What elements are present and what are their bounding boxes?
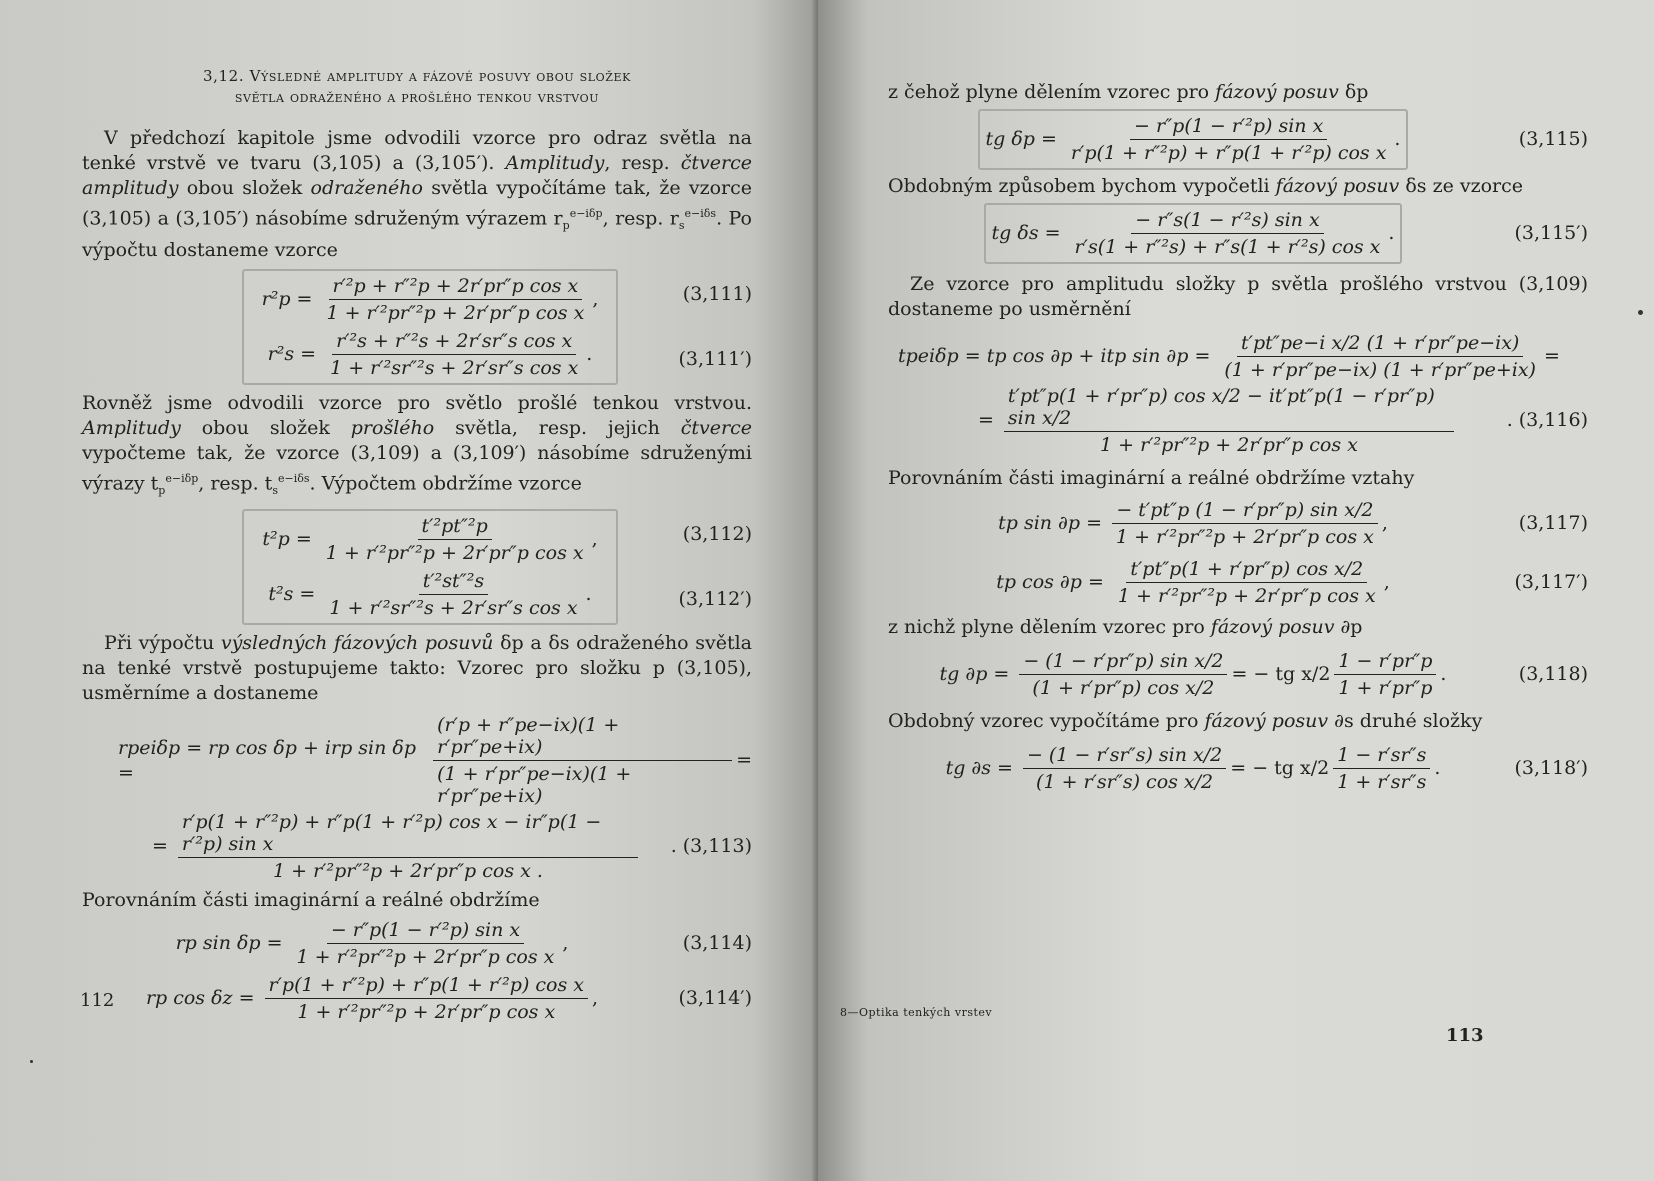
equation <box>82 714 752 807</box>
equation-group <box>82 263 752 391</box>
numerator: − (1 − r′sr″s) sin x/2 <box>1023 744 1226 769</box>
text: . Výpočtem obdržíme vzorce <box>309 472 582 495</box>
equation-number: (3,114) <box>682 932 752 955</box>
denominator: 1 + r′²pr″²p + 2r′pr″p cos x <box>296 946 555 969</box>
paragraph <box>888 174 1588 199</box>
equation-lhs: rpeiδp = rp cos δp + irp sin δp = <box>118 736 416 784</box>
text: ∂s druhé složky <box>1328 710 1483 732</box>
punct: , <box>592 987 599 1010</box>
text: z nichž plyne dělením vzorec pro <box>888 616 1211 638</box>
equation-lhs: rp cos δz = <box>145 987 255 1010</box>
denominator: 1 + r′pr″p <box>1338 677 1433 699</box>
emphasis: výsledných fázových posuvů <box>220 632 494 655</box>
denominator: 1 + r′²pr″²p + 2r′pr″p cos x <box>326 302 585 325</box>
text: obou složek <box>180 417 351 440</box>
text: δs ze vzorce <box>1399 175 1524 197</box>
text: světla, resp. jejich <box>434 417 681 440</box>
fraction <box>322 515 588 564</box>
denominator: (1 + r′pr″pe−ix) (1 + r′pr″pe+ix) <box>1224 359 1536 381</box>
equation-number: (3,112′) <box>678 588 752 611</box>
emphasis: Amplitudy <box>82 417 181 440</box>
denominator: 1 + r′sr″s <box>1337 771 1427 793</box>
equation-lhs: = <box>978 409 994 431</box>
page-number: 112 <box>80 990 115 1011</box>
equation <box>250 515 610 564</box>
numerator: t′²pt″²p <box>418 515 492 540</box>
equation <box>888 332 1588 381</box>
equation-group <box>82 503 752 631</box>
punct: , <box>562 932 569 955</box>
equation-number: (3,112) <box>682 523 752 546</box>
emphasis: fázový posuv <box>1215 81 1339 103</box>
fraction <box>1114 558 1380 607</box>
numerator: r′p(1 + r″²p) + r″p(1 + r′²p) cos x − ir″p(1 − r′²p) sin x <box>178 811 638 858</box>
text: ∂p <box>1334 616 1363 638</box>
equation-number: (3,114′) <box>678 987 752 1010</box>
section-heading-line1: 3,12. Výsledné amplitudy a fázové posuvy obou složek <box>203 67 631 85</box>
equation-number: (3,111) <box>682 283 752 306</box>
equation-box <box>242 269 618 385</box>
equation-lhs: t²p = <box>262 528 312 551</box>
fraction <box>293 919 559 968</box>
punct: . <box>1394 128 1401 150</box>
equation-lhs: r²s = <box>267 343 317 366</box>
paragraph <box>82 631 752 706</box>
text: . Po výpočtu dostaneme vzorce <box>82 207 752 262</box>
emphasis: fázový posuv <box>1275 175 1400 197</box>
paragraph: Porovnáním části imaginární a reálné obdržíme vztahy <box>888 467 1415 489</box>
equation <box>888 203 1588 264</box>
numerator: t′pt″p(1 + r′pr″p) cos x/2 <box>1126 558 1367 583</box>
equation-number: (3,115) <box>1518 128 1588 150</box>
fraction <box>326 330 582 379</box>
fraction <box>1004 385 1454 456</box>
equation <box>82 974 752 1023</box>
denominator: 1 + r′²pr″²p + 2r′pr″p cos x <box>1116 526 1374 548</box>
equation-number: (3,111′) <box>678 348 752 371</box>
denominator: 1 + r′²pr″²p + 2r′pr″p cos x <box>297 1001 556 1024</box>
denominator: (1 + r′pr″pe−ix)(1 + r′pr″pe+ix) <box>437 763 632 808</box>
text: obou složek <box>178 177 311 199</box>
paragraph: Rovněž jsme odvodili vzorce pro světlo prošlé tenkou vrstvou. Amplitudy obou složek prošlého světla, resp. jejich čtverce vypočteme tak, že vzorce (3,109) a (3,109′) násobíme sdruženými výrazy $t_p^{e-i\delta p}$, resp. $t_s^{e-i\delta s}$. Výpočtem obdržíme vzorce <box>82 392 752 498</box>
superscript: e−iδp <box>569 207 603 220</box>
text: , resp. <box>604 152 681 174</box>
fraction <box>1334 650 1436 699</box>
punct: , <box>592 288 599 311</box>
denominator: 1 + r′²sr″²s + 2r′sr″s cos x <box>330 357 579 380</box>
paragraph: Porovnáním části imaginární a reálné obdržíme <box>82 889 540 912</box>
equation <box>888 558 1588 607</box>
fraction <box>1071 209 1385 258</box>
left-page-content <box>82 66 752 1027</box>
numerator: − r″s(1 − r′²s) sin x <box>1131 209 1323 234</box>
denominator: (1 + r′pr″p) cos x/2 <box>1032 677 1215 699</box>
text: Při výpočtu <box>104 632 221 655</box>
equation-lhs: tg ∂s = <box>945 757 1013 779</box>
equation-lhs: tg δp = <box>985 128 1057 150</box>
right-page <box>818 0 1654 1181</box>
denominator: 1 + r′²pr″²p + 2r′pr″p cos x <box>1100 434 1358 456</box>
denominator: r′p(1 + r″²p) + r″p(1 + r′²p) cos x <box>1070 142 1387 164</box>
text: , resp. r <box>602 207 679 230</box>
emphasis: fázový posuv <box>1204 710 1329 732</box>
equation-lhs: tg ∂p = <box>939 663 1010 685</box>
equation-box <box>242 509 618 625</box>
left-page <box>0 0 818 1181</box>
equation <box>82 919 752 968</box>
emphasis: fázový posuv <box>1210 616 1335 638</box>
fraction <box>1112 499 1378 548</box>
punct: , <box>1381 512 1388 534</box>
denominator: r′s(1 + r″²s) + r″s(1 + r′²s) cos x <box>1074 236 1381 258</box>
text: vypočteme tak, že vzorce (3,109) a (3,109′) násobíme sdruženými výrazy t <box>82 442 752 495</box>
punct: . <box>585 583 592 606</box>
numerator: t′pt″p(1 + r′pr″p) cos x/2 − it′pt″p(1 − r′pr″p) sin x/2 <box>1004 385 1454 432</box>
equation-lhs: tg δs = <box>991 222 1061 244</box>
numerator: − r″p(1 − r′²p) sin x <box>1130 115 1327 140</box>
text: Obdobný vzorec vypočítáme pro <box>888 710 1205 732</box>
fraction <box>178 811 638 882</box>
numerator: 1 − r′pr″p <box>1334 650 1436 675</box>
fraction <box>1220 332 1540 381</box>
numerator: − (1 − r′pr″p) sin x/2 <box>1019 650 1227 675</box>
fraction <box>1019 650 1227 699</box>
equation-number: (3,118) <box>1518 663 1588 685</box>
equation-lhs: t²s = <box>268 583 316 606</box>
numerator: − r″p(1 − r′²p) sin x <box>327 919 524 944</box>
denominator: (1 + r′sr″s) cos x/2 <box>1036 771 1214 793</box>
emphasis: Amplitudy <box>505 152 605 174</box>
equation-number: (3,117′) <box>1514 571 1588 593</box>
fraction <box>433 714 732 807</box>
punct: , <box>1383 571 1390 593</box>
paragraph <box>888 709 1588 734</box>
text: z čehož plyne dělením vzorec pro <box>888 81 1216 103</box>
equation <box>888 650 1588 699</box>
equation-number: (3,117) <box>1518 512 1588 534</box>
equation-lhs: tp cos ∂p = <box>996 571 1104 593</box>
speck <box>30 1060 33 1063</box>
equation-box <box>984 203 1403 264</box>
text: δp a δs odraženého světla na tenké vrstvě postupujeme takto: Vzorec pro složku p (3,105), usměrníme a dostaneme <box>82 632 753 705</box>
punct: = <box>736 749 752 772</box>
equation-lhs: tpeiδp = tp cos ∂p + itp sin ∂p = <box>898 345 1211 367</box>
numerator: r′²p + r″²p + 2r′pr″p cos x <box>329 275 583 300</box>
equation <box>888 499 1588 548</box>
paragraph <box>888 80 1588 105</box>
equation <box>82 811 752 882</box>
equation-mid: = − tg x/2 <box>1230 757 1330 779</box>
equation-number: (3,115′) <box>1514 222 1588 244</box>
punct: . <box>1388 222 1395 244</box>
numerator: (r′p + r″pe−ix)(1 + r′pr″pe+ix) <box>433 714 732 761</box>
numerator: − t′pt″p (1 − r′pr″p) sin x/2 <box>1112 499 1377 524</box>
denominator: 1 + r′²pr″²p + 2r′pr″p cos x <box>325 542 584 565</box>
equation-box <box>978 109 1409 170</box>
superscript: e−iδs <box>684 207 717 220</box>
equation <box>250 330 610 379</box>
equation-mid: = − tg x/2 <box>1231 663 1331 685</box>
emphasis: odraženého <box>310 177 423 199</box>
text: Obdobným způsobem bychom vypočetli <box>888 175 1276 197</box>
emphasis: čtverce amplitudy <box>82 152 752 199</box>
numerator: t′pt″pe−i x/2 (1 + r′pr″pe−ix) <box>1237 332 1523 357</box>
fraction <box>1333 744 1430 793</box>
section-heading-line2: světla odraženého a prošlého tenkou vrstvou <box>234 88 600 106</box>
fraction <box>325 570 581 619</box>
punct: , <box>591 528 598 551</box>
superscript: e−iδp <box>165 472 199 486</box>
fraction <box>322 275 588 324</box>
paragraph <box>888 615 1588 640</box>
equation <box>888 109 1588 170</box>
numerator: 1 − r′sr″s <box>1333 744 1430 769</box>
fraction <box>1023 744 1226 793</box>
equation <box>888 744 1588 793</box>
fraction <box>265 974 589 1023</box>
text: V předchozí kapitole jsme odvodili vzorce pro odraz světla na tenké vrstvě ve tvaru (3,105) a (3,105′). <box>82 127 752 174</box>
speck <box>1638 310 1643 315</box>
denominator: 1 + r′²pr″²p + 2r′pr″p cos x . <box>273 860 543 883</box>
numerator: t′²st″²s <box>419 570 488 595</box>
denominator: 1 + r′²sr″²s + 2r′sr″s cos x <box>329 597 578 620</box>
equation-number: (3,118′) <box>1514 757 1588 779</box>
section-heading <box>82 66 752 108</box>
numerator: r′²s + r″²s + 2r′sr″s cos x <box>332 330 576 355</box>
denominator: 1 + r′²pr″²p + 2r′pr″p cos x <box>1117 585 1376 607</box>
equation <box>250 275 610 324</box>
numerator: r′p(1 + r″²p) + r″p(1 + r′²p) cos x <box>265 974 589 999</box>
signature-mark: 8—Optika tenkých vrstev <box>840 1006 993 1019</box>
equation-lhs: rp sin δp = <box>175 932 283 955</box>
text: , resp. t <box>198 472 273 495</box>
right-page-content <box>888 80 1588 797</box>
punct: . <box>1434 757 1441 779</box>
text: světla vypočítáme tak, že vzorce (3,105) a (3,105′) násobíme sdruženým výrazem r <box>82 177 752 230</box>
punct: . <box>1440 663 1447 685</box>
emphasis: čtverce <box>680 417 752 440</box>
equation-number: . (3,116) <box>1506 409 1588 431</box>
paragraph: V předchozí kapitole jsme odvodili vzorce pro odraz světla na tenké vrstvě ve tvaru (3,105) a (3,105′). Amplitudy, resp. čtverce amplitudy obou složek odraženého světla vypočítáme tak, že vzorce (3,105) a (3,105′) násobíme sdruženým výrazem $r_p^{e-i\delta p}$, resp. $r_s^{e-i\delta s}$. Po výpočtu dostaneme vzorce <box>82 127 752 262</box>
text: Rovněž jsme odvodili vzorce pro světlo prošlé tenkou vrstvou. <box>82 392 752 415</box>
paragraph: Ze vzorce pro amplitudu složky p světla prošlého vrstvou (3,109) dostaneme po usměrnění <box>888 273 1588 320</box>
page-number: 113 <box>1446 1025 1484 1046</box>
equation <box>250 570 610 619</box>
equation-lhs: r²p = <box>261 288 313 311</box>
equation-lhs: = <box>152 835 168 858</box>
punct: . <box>586 343 593 366</box>
equation-number: . (3,113) <box>670 835 752 858</box>
equation-lhs: tp sin ∂p = <box>998 512 1102 534</box>
superscript: e−iδs <box>277 472 310 486</box>
emphasis: prošlého <box>350 417 435 440</box>
punct: = <box>1543 345 1560 367</box>
fraction <box>1067 115 1391 164</box>
text: δp <box>1338 81 1369 103</box>
equation <box>888 385 1588 456</box>
